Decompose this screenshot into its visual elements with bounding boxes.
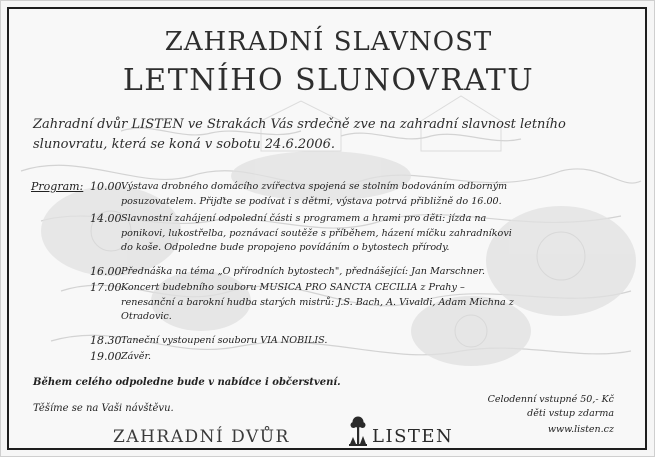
program-text xyxy=(121,334,591,349)
intro-line-1: Zahradní dvůr LISTEN ve Strakách Vás srdečně zve na zahradní slavnost letního xyxy=(33,117,566,132)
greeting-note: Těšíme se na Vaši návštěvu. xyxy=(33,403,174,414)
tree-logo-icon xyxy=(347,413,369,447)
refreshments-note: Během celého odpoledne bude v nabídce i občerstvení. xyxy=(33,377,341,388)
program-line: Koncert budebního souboru MUSICA PRO SANCTA CECILIA z Prahy – xyxy=(121,282,465,293)
program-time: 18.30 xyxy=(90,334,122,347)
program-text xyxy=(121,350,591,365)
program-line: Přednáška na téma „O přírodních bytostech", přednášející: Jan Marschner. xyxy=(121,266,486,277)
program-line: Slavnostní zahájení odpolední části s programem a hrami pro děti: jízda na xyxy=(121,213,487,224)
program-line: ponikovi, lukostřelba, poznávací soutěže s příběhem, házení míčku zahradníkovi xyxy=(121,227,512,239)
program-time: 14.00 xyxy=(90,212,122,225)
intro-line-2: slunovratu, která se koná v sobotu 24.6.2006. xyxy=(33,137,336,152)
program-line: Taneční vystoupení souboru VIA NOBILIS. xyxy=(121,335,328,346)
program-time: 19.00 xyxy=(90,350,122,363)
website-link[interactable]: www.listen.cz xyxy=(547,424,614,435)
program-line: Závěr. xyxy=(121,351,152,362)
intro-paragraph xyxy=(33,115,633,155)
program-line: Otradovic. xyxy=(121,311,172,322)
entry-fee: Celodenní vstupné 50,- Kč xyxy=(487,394,614,405)
children-free: děti vstup zdarma xyxy=(527,408,614,419)
program-text xyxy=(121,180,591,209)
program-time: 17.00 xyxy=(90,281,122,294)
program-text xyxy=(121,281,591,325)
footer-listen: LISTEN xyxy=(372,426,454,447)
footer-brand: ZAHRADNÍ DVŮR xyxy=(113,427,290,447)
program-time: 16.00 xyxy=(90,265,122,278)
program-text xyxy=(121,212,591,256)
program-time: 10.00 xyxy=(90,180,122,193)
program-text xyxy=(121,265,591,280)
title-line-2: LETNÍHO SLUNOVRATU xyxy=(122,63,535,98)
program-label: Program: xyxy=(31,180,84,193)
program-line: posuzovatelem. Přijďte se podívat i s dětmi, výstava potrvá přibližně do 16.00. xyxy=(121,195,502,207)
program-line: renesanční a barokní hudba starých mistrů: J.S. Bach, A. Vivaldi, Adam Michna z xyxy=(121,296,514,308)
program-line: do koše. Odpoledne bude propojeno povídáním o bytostech přírody. xyxy=(121,242,450,253)
program-line: Výstava drobného domácího zvířectva spojená se stolním bodováním odborným xyxy=(121,181,508,192)
title-line-1: ZAHRADNÍ SLAVNOST xyxy=(164,27,493,57)
